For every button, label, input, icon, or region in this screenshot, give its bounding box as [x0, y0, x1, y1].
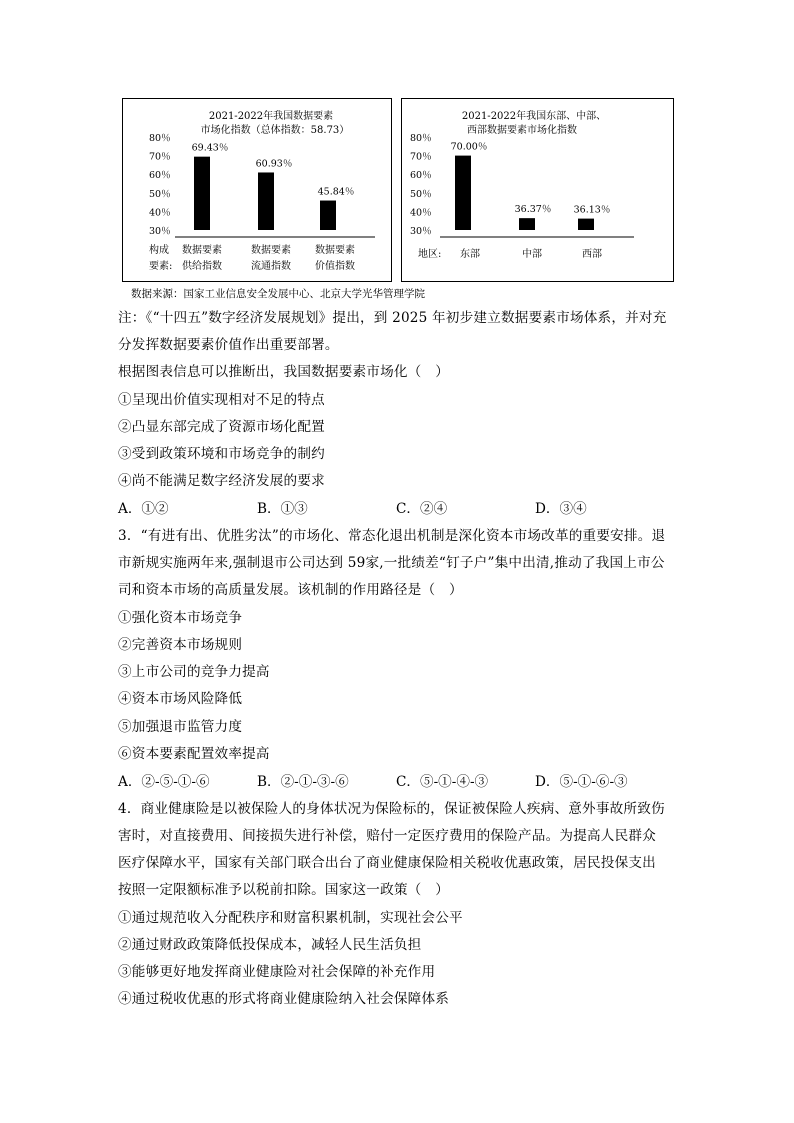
q3-item-5: ⑤加强退市监管力度	[118, 719, 243, 735]
c1-y-tick-label: 30％	[149, 226, 171, 237]
c2-y-tick-label: 40％	[410, 207, 432, 219]
c2-value-label: 36.37％	[514, 204, 552, 216]
c2-y-tick-label: 50％	[410, 188, 432, 200]
c2-bar	[519, 218, 535, 230]
chart1-title-line2: 市场化指数（总体指数：58.73）	[200, 125, 350, 136]
chart1-svg	[123, 99, 391, 281]
c2-category-label: 中部	[522, 249, 542, 260]
q2-item-2: ②凸显东部完成了资源市场化配置	[118, 419, 325, 435]
q3-option-a: A．②-⑤-①-⑥	[118, 774, 210, 790]
q3-stem-line2: 市新规实施两年来,强制退市公司达到 59家,一批绩差“钉子户”集中出清,推动了我国上市公	[118, 555, 665, 571]
c1-category-label: 供给指数	[182, 261, 222, 272]
q3-option-d: D．⑤-①-⑥-③	[535, 774, 628, 790]
q3-item-6: ⑥资本要素配置效率提高	[118, 746, 270, 762]
c1-bar	[258, 172, 274, 230]
q3-option-b: B．②-①-③-⑥	[257, 774, 349, 790]
chart2-axis-row-label: 地区:	[418, 249, 442, 260]
c2-bar	[455, 156, 471, 230]
q2-option-a: A．①②	[118, 501, 169, 517]
c2-category-label: 西部	[582, 249, 602, 260]
c2-y-tick-label: 30％	[410, 226, 432, 237]
q4-stem-line2: 害时，对直接费用、间接损失进行补偿，赔付一定医疗费用的保险产品。为提高人民群众	[118, 828, 656, 844]
c1-value-label: 45.84％	[317, 186, 355, 198]
c1-category-label: 价值指数	[315, 261, 355, 272]
q4-item-3: ③能够更好地发挥商业健康险对社会保障的补充作用	[118, 964, 436, 980]
q4-item-2: ②通过财政政策降低投保成本，减轻人民生活负担	[118, 937, 422, 953]
chart-data-element-market-index	[122, 98, 392, 282]
c1-value-label: 60.93％	[255, 158, 293, 170]
q3-item-3: ③上市公司的竞争力提高	[118, 664, 270, 680]
q2-option-b: B．①③	[257, 501, 308, 517]
q4-item-4: ④通过税收优惠的形式将商业健康险纳入社会保障体系	[118, 991, 450, 1007]
c1-y-tick-label: 40％	[149, 207, 171, 219]
c2-y-tick-label: 60％	[410, 170, 432, 182]
chart-regional-market-index	[401, 98, 674, 282]
c1-category-label: 数据要素	[251, 245, 291, 256]
data-source-note: 数据来源：国家工业信息安全发展中心、北京大学光华管理学院	[131, 288, 425, 300]
chart2-svg	[402, 99, 673, 281]
q2-stem: 根据图表信息可以推断出，我国数据要素市场化（ ）	[118, 364, 450, 380]
q3-stem-line1: 3．“有进有出、优胜劣汰”的市场化、常态化退出机制是深化资本市场改革的重要安排。退	[118, 528, 666, 544]
c1-value-label: 69.43％	[191, 142, 229, 154]
chart1-axis-row-label-line1: 构成	[149, 245, 169, 256]
chart2-title-line1: 2021-2022年我国东部、中部、	[461, 111, 607, 122]
c2-bar	[578, 219, 594, 230]
chart1-axis-row-label-line2: 要素:	[149, 261, 173, 272]
c1-y-tick-label: 60％	[149, 170, 171, 182]
c1-category-label: 数据要素	[315, 245, 355, 256]
c1-category-label: 流通指数	[251, 261, 291, 272]
q4-stem-line3: 医疗保障水平，国家有关部门联合出台了商业健康保险相关税收优惠政策，居民投保支出	[118, 855, 656, 871]
q3-item-2: ②完善资本市场规则	[118, 637, 243, 653]
c1-bar	[320, 201, 336, 230]
q3-item-1: ①强化资本市场竞争	[118, 610, 243, 626]
q4-stem-line4: 按照一定限额标准予以税前扣除。国家这一政策（ ）	[118, 882, 450, 898]
q2-option-c: C．②④	[396, 501, 448, 517]
c1-y-tick-label: 70％	[149, 151, 171, 163]
c2-value-label: 70.00％	[450, 141, 488, 153]
q2-item-1: ①呈现出价值实现相对不足的特点	[118, 392, 325, 408]
q2-note-line1: 注：《“十四五”数字经济发展规划》提出，到 2025 年初步建立数据要素市场体系，并对充	[118, 310, 667, 326]
c2-y-tick-label: 70％	[410, 151, 432, 163]
q2-note-line2: 分发挥数据要素价值作出重要部署。	[118, 337, 339, 353]
c1-category-label: 数据要素	[182, 245, 222, 256]
c2-y-tick-label: 80％	[410, 133, 432, 144]
c1-y-tick-label: 80％	[149, 133, 171, 144]
c2-category-label: 东部	[460, 249, 480, 260]
q2-item-4: ④尚不能满足数字经济发展的要求	[118, 473, 325, 489]
c2-value-label: 36.13％	[573, 204, 611, 216]
q4-stem-line1: 4．商业健康险是以被保险人的身体状况为保险标的，保证被保险人疾病、意外事故所致伤	[118, 801, 665, 817]
q3-item-4: ④资本市场风险降低	[118, 691, 243, 707]
q4-item-1: ①通过规范收入分配秩序和财富积累机制，实现社会公平	[118, 910, 463, 926]
c1-y-tick-label: 50％	[149, 188, 171, 200]
q3-option-c: C．⑤-①-④-③	[396, 774, 489, 790]
chart1-title-line1: 2021-2022年我国数据要素	[208, 111, 334, 122]
q2-item-3: ③受到政策环境和市场竞争的制约	[118, 446, 325, 462]
c1-bar	[194, 157, 210, 230]
q3-stem-line3: 司和资本市场的高质量发展。该机制的作用路径是（ ）	[118, 582, 463, 598]
chart2-title-line2: 西部数据要素市场化指数	[467, 125, 577, 136]
q2-option-d: D．③④	[535, 501, 587, 517]
